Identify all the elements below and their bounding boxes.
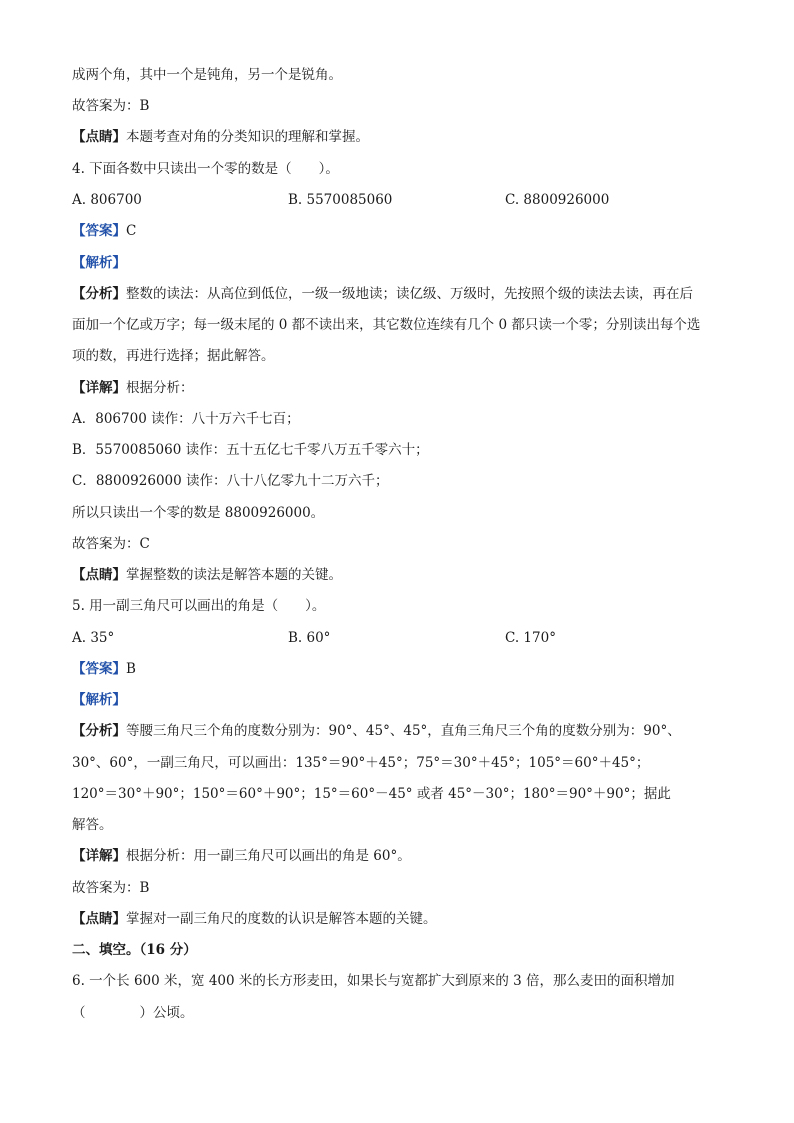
q4-conclusion: 故答案为：C [72,536,150,552]
q4-stem: 4. 下面各数中只读出一个零的数是（ ）。 [72,161,339,177]
detail-tag: 【详解】 [72,380,126,396]
q4-answer [72,221,136,241]
q4-fenxi-line-2: 面加一个亿或万字；每一级末尾的 0 都不读出来，其它数位连续有几个 0 都只读一个零；分别读出每个选 [72,317,701,333]
q5-option-a: A. 35° [72,630,115,646]
fenxi-text: 整数的读法：从高位到低位，一级一级地读；读亿级、万级时，先按照个级的读法去读，再在后 [126,286,693,302]
note-text: 本题考查对角的分类知识的理解和掌握。 [126,129,369,145]
q3-conclusion: 故答案为：B [72,98,150,114]
q6-stem-line-1: 6. 一个长 600 米，宽 400 米的长方形麦田，如果长与宽都扩大到原来的 3 倍，那么麦田的面积增加 [72,973,675,989]
q4-detail [72,378,194,398]
q5-answer [72,659,136,679]
q4-option-a: A. 806700 [72,192,142,208]
note-tag: 【点睛】 [72,567,126,583]
note-tag: 【点睛】 [72,911,126,927]
q3-note [72,127,369,147]
q5-option-c: C. 170° [505,630,556,646]
q5-conclusion: 故答案为：B [72,880,150,896]
q6-stem-line-2: （ ）公顷。 [72,1005,194,1021]
fenxi-text: 等腰三角尺三个角的度数分别为：90°、45°、45°，直角三角尺三个角的度数分别为：90°、 [126,723,681,739]
q4-reading-c: C．8800926000 读作：八十八亿零九十二万六千； [72,473,389,489]
q3-explanation-tail: 成两个角，其中一个是钝角，另一个是锐角。 [72,67,342,83]
q4-fenxi-line-3: 项的数，再进行选择；据此解答。 [72,348,275,364]
q5-stem: 5. 用一副三角尺可以画出的角是（ ）。 [72,598,326,614]
note-tag: 【点睛】 [72,129,126,145]
q5-analysis-tag: 【解析】 [72,692,126,708]
q4-analysis-tag: 【解析】 [72,255,126,271]
answer-value: C [126,223,137,239]
note-text: 掌握整数的读法是解答本题的关键。 [126,567,342,583]
q5-fenxi-line-1 [72,721,681,741]
section-heading: 二、填空。（16 分） [72,942,197,958]
q4-option-c: C. 8800926000 [505,192,610,208]
q4-note [72,565,342,585]
q4-summary: 所以只读出一个零的数是 8800926000。 [72,505,325,521]
detail-text: 根据分析：用一副三角尺可以画出的角是 60°。 [126,848,411,864]
fenxi-tag: 【分析】 [72,286,126,302]
detail-text: 根据分析： [126,380,194,396]
q4-option-b: B. 5570085060 [288,192,393,208]
answer-value: B [126,661,136,677]
answer-tag: 【答案】 [72,223,126,239]
q5-fenxi-line-4: 解答。 [72,817,113,833]
q5-fenxi-line-2: 30°、60°，一副三角尺，可以画出：135°＝90°＋45°；75°＝30°＋45°；105°＝60°＋45°； [72,755,650,771]
q4-reading-a: A．806700 读作：八十万六千七百； [72,411,300,427]
q4-fenxi-line-1 [72,284,693,304]
answer-tag: 【答案】 [72,661,126,677]
q5-note [72,909,437,929]
q5-option-b: B. 60° [288,630,331,646]
detail-tag: 【详解】 [72,848,126,864]
q5-fenxi-line-3: 120°＝30°＋90°；150°＝60°＋90°；15°＝60°－45° 或者 45°－30°；180°＝90°＋90°；据此 [72,786,671,802]
note-text: 掌握对一副三角尺的度数的认识是解答本题的关键。 [126,911,437,927]
fenxi-tag: 【分析】 [72,723,126,739]
q4-reading-b: B．5570085060 读作：五十五亿七千零八万五千零六十； [72,442,429,458]
q5-detail [72,846,411,866]
